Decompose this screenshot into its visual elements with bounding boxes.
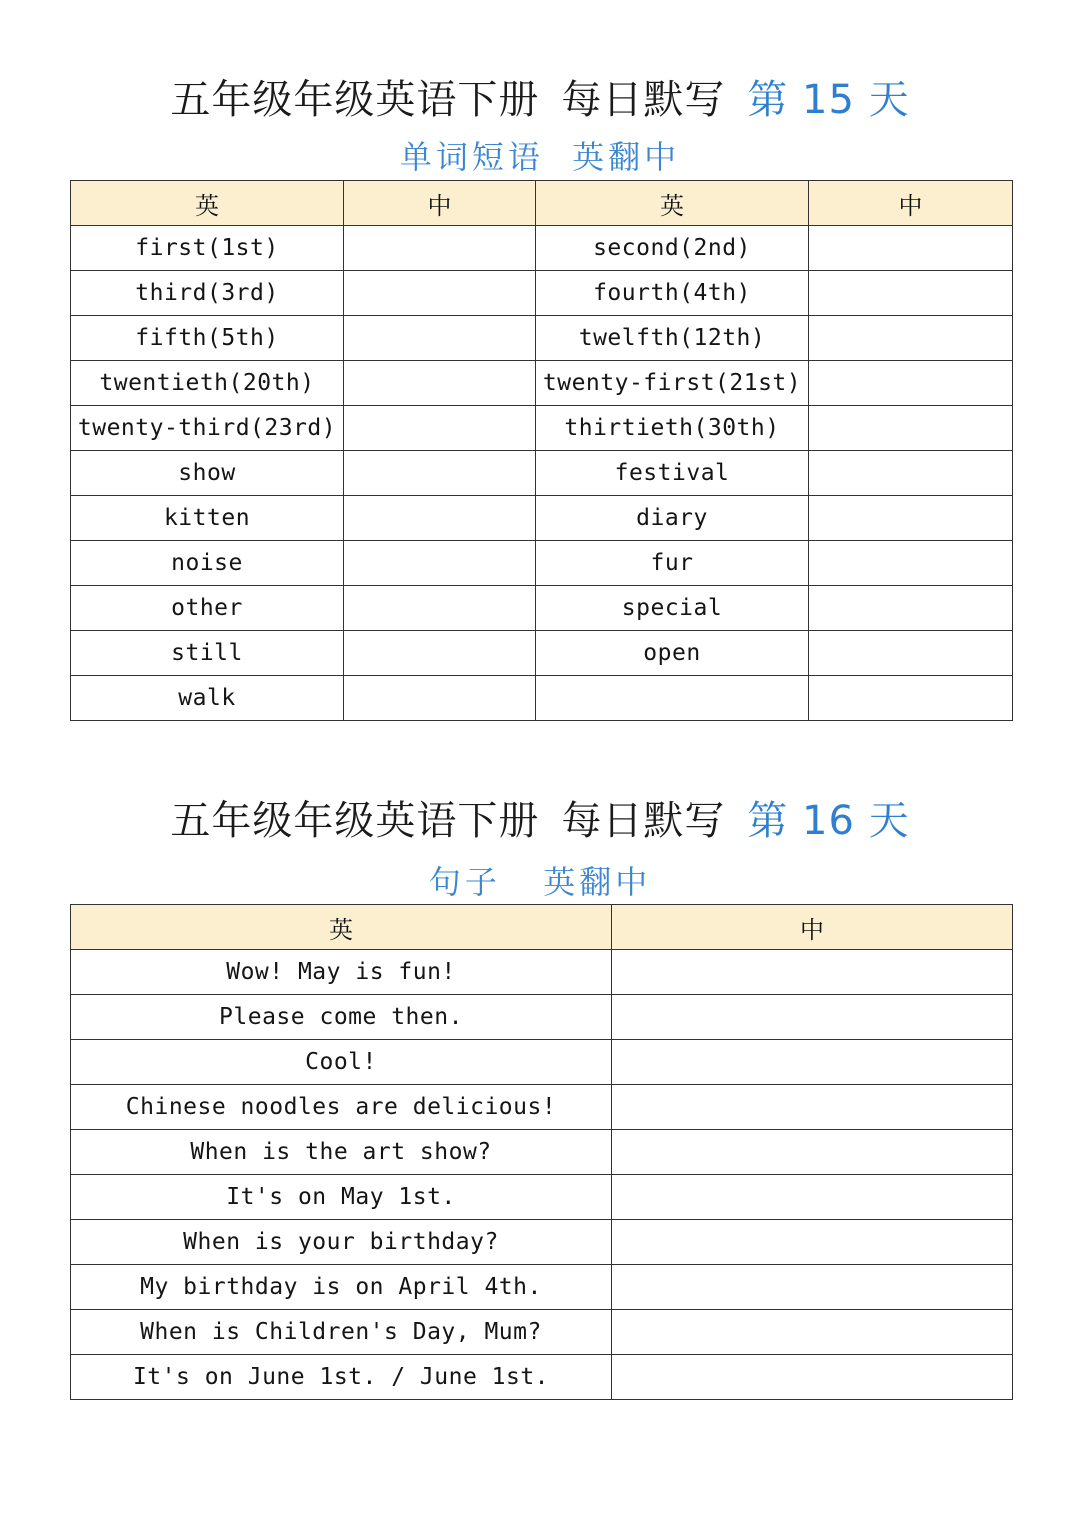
header-english: 英 bbox=[536, 181, 809, 226]
table-header-row bbox=[71, 181, 1013, 226]
header-chinese: 中 bbox=[612, 905, 1013, 950]
answer-cell[interactable] bbox=[809, 226, 1013, 271]
day16-subtitle: 句子 英翻中 bbox=[428, 863, 652, 901]
answer-cell[interactable] bbox=[612, 1040, 1013, 1085]
table-row bbox=[71, 226, 1013, 271]
english-cell: walk bbox=[71, 676, 344, 721]
day15-title-main: 五年级年级英语下册 bbox=[170, 77, 540, 123]
table-row bbox=[71, 541, 1013, 586]
day16-title-main: 五年级年级英语下册 bbox=[170, 798, 540, 844]
table-row bbox=[71, 995, 1013, 1040]
answer-cell[interactable] bbox=[809, 271, 1013, 316]
day16-title bbox=[0, 793, 1080, 849]
table-row bbox=[71, 631, 1013, 676]
english-cell: other bbox=[71, 586, 344, 631]
answer-cell[interactable] bbox=[344, 496, 536, 541]
english-cell: kitten bbox=[71, 496, 344, 541]
day15-title-daily: 每日默写 bbox=[561, 77, 726, 123]
table-row bbox=[71, 1175, 1013, 1220]
english-cell: It's on May 1st. bbox=[71, 1175, 612, 1220]
header-english: 英 bbox=[71, 905, 612, 950]
day16-title-day: 第 16 天 bbox=[747, 798, 910, 844]
day16-title-daily: 每日默写 bbox=[561, 798, 726, 844]
english-cell: twenty-first(21st) bbox=[536, 361, 809, 406]
answer-cell[interactable] bbox=[809, 631, 1013, 676]
table-row bbox=[71, 1265, 1013, 1310]
english-cell: twentieth(20th) bbox=[71, 361, 344, 406]
answer-cell[interactable] bbox=[612, 950, 1013, 995]
answer-cell[interactable] bbox=[344, 226, 536, 271]
table-row bbox=[71, 586, 1013, 631]
day15-subtitle: 单词短语 英翻中 bbox=[399, 138, 681, 176]
table-row bbox=[71, 1085, 1013, 1130]
answer-cell[interactable] bbox=[809, 676, 1013, 721]
english-cell: thirtieth(30th) bbox=[536, 406, 809, 451]
english-cell: Please come then. bbox=[71, 995, 612, 1040]
english-cell: third(3rd) bbox=[71, 271, 344, 316]
answer-cell[interactable] bbox=[612, 995, 1013, 1040]
answer-cell[interactable] bbox=[809, 316, 1013, 361]
table-row bbox=[71, 1130, 1013, 1175]
day15-title bbox=[0, 72, 1080, 128]
table-row bbox=[71, 496, 1013, 541]
answer-cell[interactable] bbox=[344, 586, 536, 631]
answer-cell[interactable] bbox=[809, 586, 1013, 631]
table-row bbox=[71, 316, 1013, 361]
answer-cell[interactable] bbox=[612, 1220, 1013, 1265]
english-cell: Chinese noodles are delicious! bbox=[71, 1085, 612, 1130]
answer-cell[interactable] bbox=[344, 676, 536, 721]
answer-cell[interactable] bbox=[612, 1085, 1013, 1130]
english-cell: fur bbox=[536, 541, 809, 586]
answer-cell[interactable] bbox=[344, 271, 536, 316]
table-header-row bbox=[71, 905, 1013, 950]
english-cell: When is the art show? bbox=[71, 1130, 612, 1175]
answer-cell[interactable] bbox=[612, 1310, 1013, 1355]
english-cell: It's on June 1st. / June 1st. bbox=[71, 1355, 612, 1400]
answer-cell[interactable] bbox=[612, 1265, 1013, 1310]
english-cell: first(1st) bbox=[71, 226, 344, 271]
english-cell: second(2nd) bbox=[536, 226, 809, 271]
header-chinese: 中 bbox=[809, 181, 1013, 226]
table-row bbox=[71, 676, 1013, 721]
table-row bbox=[71, 1355, 1013, 1400]
table-row bbox=[71, 406, 1013, 451]
answer-cell[interactable] bbox=[809, 361, 1013, 406]
english-cell: Wow! May is fun! bbox=[71, 950, 612, 995]
table-row bbox=[71, 451, 1013, 496]
english-cell: When is your birthday? bbox=[71, 1220, 612, 1265]
answer-cell[interactable] bbox=[612, 1130, 1013, 1175]
answer-cell[interactable] bbox=[344, 541, 536, 586]
english-cell: open bbox=[536, 631, 809, 676]
answer-cell[interactable] bbox=[344, 361, 536, 406]
answer-cell[interactable] bbox=[809, 451, 1013, 496]
answer-cell[interactable] bbox=[809, 406, 1013, 451]
english-cell: still bbox=[71, 631, 344, 676]
english-cell: Cool! bbox=[71, 1040, 612, 1085]
answer-cell[interactable] bbox=[809, 541, 1013, 586]
english-cell: twenty-third(23rd) bbox=[71, 406, 344, 451]
answer-cell[interactable] bbox=[809, 496, 1013, 541]
english-cell: When is Children's Day, Mum? bbox=[71, 1310, 612, 1355]
table-row bbox=[71, 1220, 1013, 1265]
header-english: 英 bbox=[71, 181, 344, 226]
english-cell: twelfth(12th) bbox=[536, 316, 809, 361]
english-cell bbox=[536, 676, 809, 721]
english-cell: festival bbox=[536, 451, 809, 496]
english-cell: My birthday is on April 4th. bbox=[71, 1265, 612, 1310]
answer-cell[interactable] bbox=[612, 1175, 1013, 1220]
english-cell: fourth(4th) bbox=[536, 271, 809, 316]
answer-cell[interactable] bbox=[344, 451, 536, 496]
answer-cell[interactable] bbox=[612, 1355, 1013, 1400]
table-row bbox=[71, 271, 1013, 316]
answer-cell[interactable] bbox=[344, 316, 536, 361]
english-cell: fifth(5th) bbox=[71, 316, 344, 361]
day15-vocab-table bbox=[70, 180, 1013, 721]
table-row bbox=[71, 1310, 1013, 1355]
table-row bbox=[71, 1040, 1013, 1085]
english-cell: show bbox=[71, 451, 344, 496]
table-row bbox=[71, 950, 1013, 995]
header-chinese: 中 bbox=[344, 181, 536, 226]
day15-title-day: 第 15 天 bbox=[747, 77, 910, 123]
english-cell: noise bbox=[71, 541, 344, 586]
day16-sentence-table bbox=[70, 904, 1013, 1400]
table-row bbox=[71, 361, 1013, 406]
answer-cell[interactable] bbox=[344, 406, 536, 451]
english-cell: diary bbox=[536, 496, 809, 541]
answer-cell[interactable] bbox=[344, 631, 536, 676]
english-cell: special bbox=[536, 586, 809, 631]
